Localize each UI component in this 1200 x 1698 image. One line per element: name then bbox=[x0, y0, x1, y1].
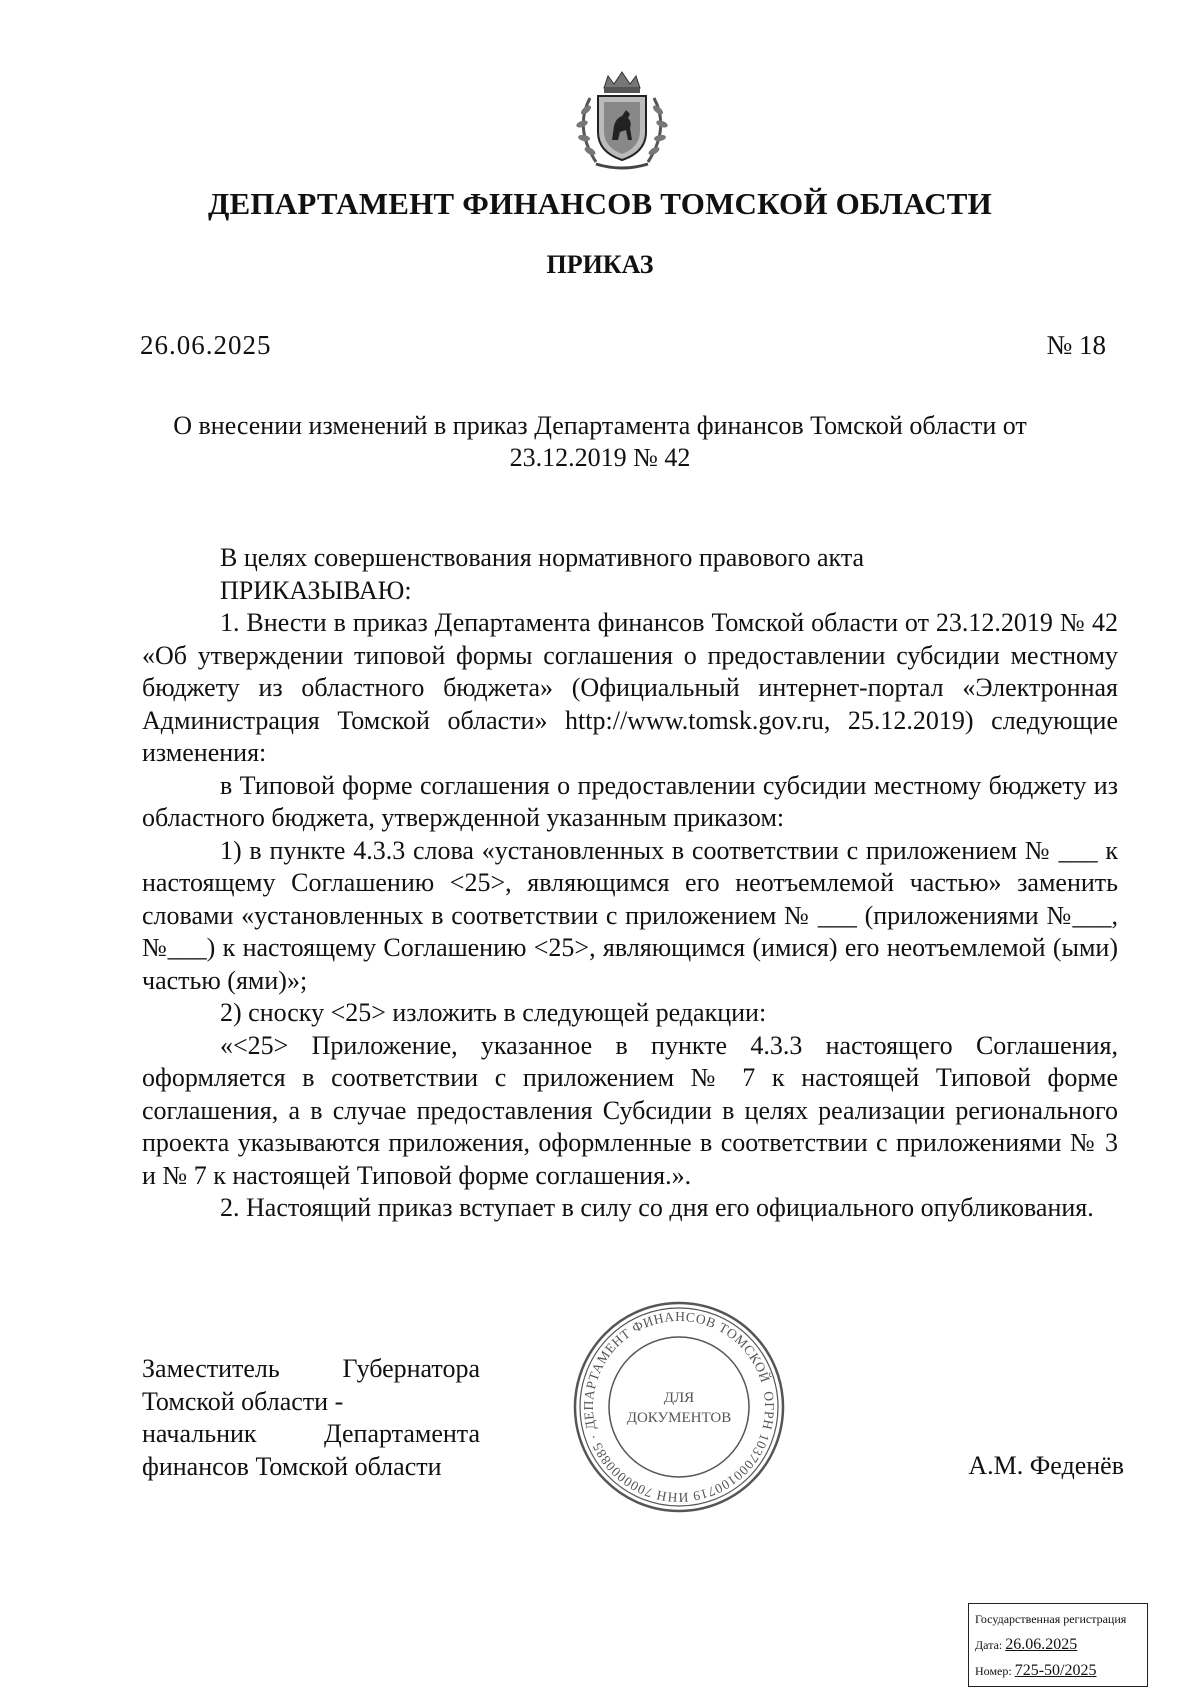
position-line: Томской области - bbox=[142, 1386, 344, 1416]
registration-date-value: 26.06.2025 bbox=[1005, 1636, 1078, 1653]
stamp-outer-textpath: ОГРН 1037000100719 ИНН 7000000885 · ДЕПАРТАМЕНТ ФИНАНСОВ ТОМСКОЙ bbox=[580, 1308, 778, 1506]
registration-number-label: Номер: bbox=[975, 1664, 1012, 1678]
subject-line: О внесении изменений в приказ Департамента финансов Томской области от bbox=[173, 411, 1027, 440]
official-seal-stamp bbox=[570, 1298, 788, 1516]
stamp-center-line: ДОКУМЕНТОВ bbox=[626, 1410, 732, 1426]
stamp-outer-text bbox=[570, 1298, 788, 1516]
body-paragraph: ПРИКАЗЫВАЮ: bbox=[220, 575, 412, 605]
position-line: начальник Департамента bbox=[142, 1419, 480, 1448]
department-title: ДЕПАРТАМЕНТ ФИНАНСОВ ТОМСКОЙ ОБЛАСТИ bbox=[208, 186, 992, 221]
registration-title: Государственная регистрация bbox=[975, 1612, 1127, 1626]
document-type: ПРИКАЗ bbox=[546, 250, 654, 279]
order-number: № 18 bbox=[1046, 330, 1106, 360]
body-paragraph: в Типовой форме соглашения о предоставлении субсидии местному бюджету из областного бюджета, утвержденной указанным приказом: bbox=[142, 770, 1118, 832]
order-date: 26.06.2025 bbox=[140, 330, 272, 360]
position-line: Заместитель Губернатора bbox=[142, 1354, 480, 1383]
coat-of-arms-emblem bbox=[560, 68, 684, 176]
body-paragraph: 1. Внести в приказ Департамента финансов Томской области от 23.12.2019 № 42 «Об утверждении типовой формы соглашения о предоставлении субсидии местному бюджету из областного бюджета» (Официальный интернет-портал «Электронная Администрация Томской области» http://www.tomsk.gov.ru, 25.12.2019) следующие изменения: bbox=[142, 608, 1118, 767]
body-paragraph: 1) в пункте 4.3.3 слова «установленных в соответствии с приложением № ___ к настоящему Соглашению <25>, являющимся его неотъемлемой частью» заменить словами «установленных в соответствии с приложением № ___ (приложениями №___, №___) к настоящему Соглашению <25>, являющимся (имися) его неотъемлемой (ыми) частью (ями)»; bbox=[142, 835, 1118, 995]
signatory-position bbox=[142, 1353, 480, 1483]
order-subject bbox=[150, 410, 1050, 474]
stamp-center-line: ДЛЯ bbox=[663, 1390, 695, 1406]
body-paragraph: «<25> Приложение, указанное в пункте 4.3.3 настоящего Соглашения, оформляется в соответствии с приложением № 7 к настоящей Типовой форме соглашения, а в случае предоставления Субсидии в целях реализации регионального проекта указываются приложения, оформленные в соответствии с приложениями № 3 и № 7 к настоящей Типовой форме соглашения.». bbox=[142, 1030, 1118, 1190]
registration-date-label: Дата: bbox=[975, 1638, 1003, 1652]
registration-number-value: 725-50/2025 bbox=[1014, 1662, 1097, 1679]
body-paragraph: 2. Настоящий приказ вступает в силу со дня его официального опубликования. bbox=[220, 1193, 1094, 1222]
body-paragraph: 2) сноску <25> изложить в следующей редакции: bbox=[220, 998, 767, 1027]
subject-line: 23.12.2019 № 42 bbox=[509, 443, 691, 472]
body-paragraph: В целях совершенствования нормативного правового акта bbox=[220, 543, 865, 572]
order-body bbox=[142, 542, 1118, 1225]
signer-name: А.М. Феденёв bbox=[968, 1451, 1124, 1480]
position-line: финансов Томской области bbox=[142, 1451, 442, 1481]
registration-box bbox=[968, 1603, 1148, 1687]
